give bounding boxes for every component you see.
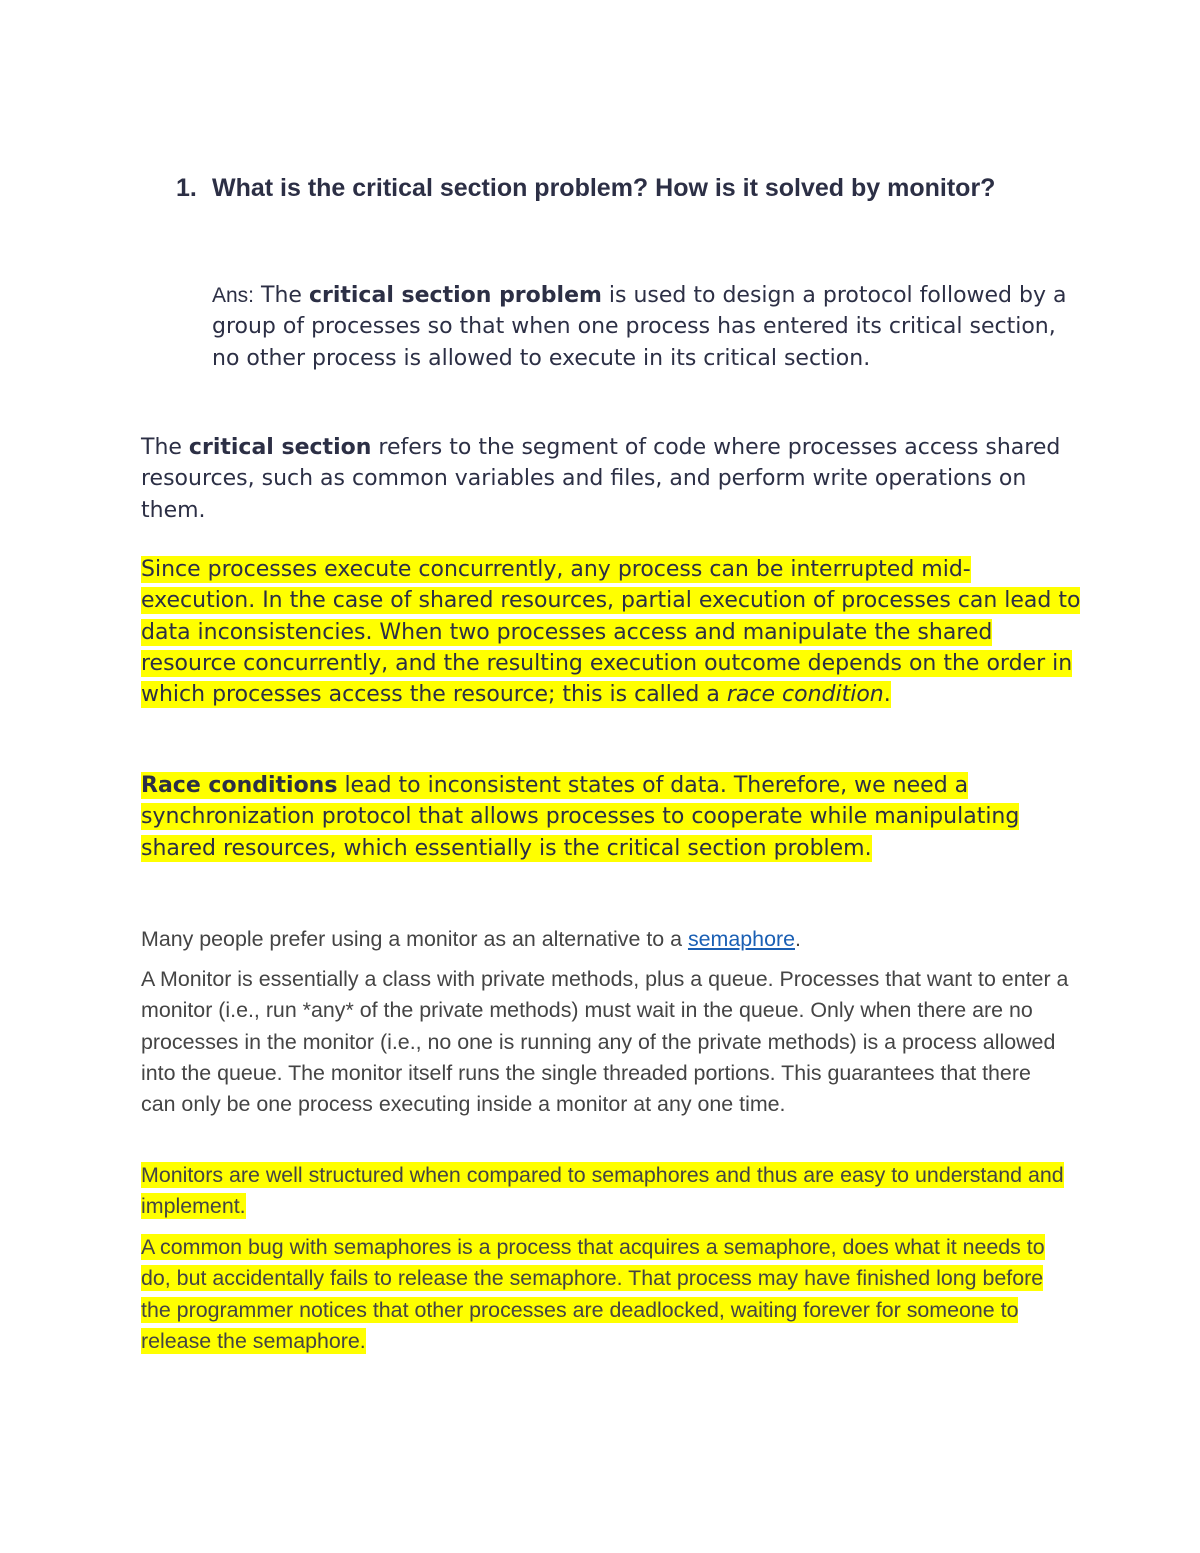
race-text: Since processes execute concurrently, any process can be interrupted mid-execution. In the case of shared resources, partial execution of processes can lead to data inconsistencies. When two processes access and manipulate the shared resource concurrently, and the resulting execution outcome depends on the order in which processes access the resource; this is called a: [141, 557, 1081, 708]
answer-paragraph: [212, 280, 1072, 374]
monitor-intro-paragraph: [141, 924, 1071, 955]
cs-rest: refers to the segment of code where processes access shared resources, such as common variables and files, and perform write operations on them.: [141, 435, 1061, 523]
question-number: 1.: [176, 174, 197, 202]
race-end: .: [883, 682, 891, 708]
monitor-structured-paragraph: [141, 1160, 1071, 1223]
question-text: What is the critical section problem? How is it solved by monitor?: [212, 174, 996, 202]
structured-text: Monitors are well structured when compared to semaphores and thus are easy to understand and implement.: [141, 1163, 1064, 1219]
critical-section-paragraph: [141, 432, 1071, 526]
cs-term: critical section: [188, 435, 372, 460]
race-term: race condition: [726, 682, 884, 708]
race-condition-paragraph: [141, 554, 1081, 710]
answer-the: The: [254, 283, 309, 308]
cs-lead: The: [141, 435, 189, 460]
question-heading: [176, 170, 1056, 207]
monitor-intro: Many people prefer using a monitor as an alternative to a: [141, 927, 688, 951]
rc-rest: lead to inconsistent states of data. Therefore, we need a synchronization protocol that allows processes to cooperate while manipulating shared resources, which essentially is the critical section problem.: [141, 773, 1020, 861]
bug-text: A common bug with semaphores is a process that acquires a semaphore, does what it needs to do, but accidentally fails to release the semaphore. That process may have finished long before the programmer notices that other processes are deadlocked, waiting forever for someone to release the semaphore.: [141, 1235, 1045, 1353]
answer-prefix: Ans:: [212, 284, 255, 307]
semaphore-bug-paragraph: [141, 1232, 1071, 1357]
monitor-definition-paragraph: A Monitor is essentially a class with private methods, plus a queue. Processes that want to enter a monitor (i.e., run *any* of the private methods) must wait in the queue. Only when there are no processes in the monitor (i.e., no one is running any of the private methods) is a process allowed into the queue. The monitor itself runs the single threaded portions. This guarantees that there can only be one process executing inside a monitor at any one time.: [141, 967, 1069, 1117]
race-conditions-paragraph: [141, 770, 1081, 864]
semaphore-link[interactable]: semaphore: [687, 927, 795, 951]
answer-term: critical section problem: [308, 283, 602, 308]
monitor-intro-end: .: [795, 927, 801, 951]
answer-rest: is used to design a protocol followed by a group of processes so that when one process has entered its critical section, no other process is allowed to execute in its critical section.: [212, 283, 1067, 371]
rc-term: Race conditions: [141, 773, 338, 798]
